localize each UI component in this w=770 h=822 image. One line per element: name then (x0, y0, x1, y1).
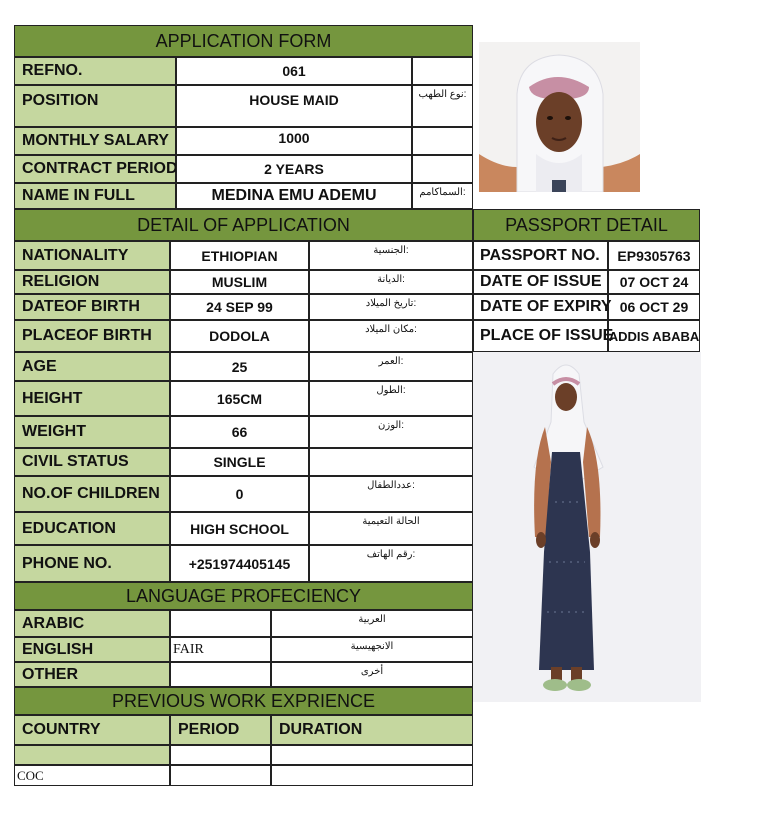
detail-header: DETAIL OF APPLICATION (14, 209, 473, 241)
age-value: 25 (170, 352, 309, 381)
salary-arabic (412, 127, 473, 155)
height-value: 165CM (170, 381, 309, 416)
coc-period (170, 765, 271, 786)
coc-label: COC (14, 765, 170, 786)
other-arabic: أخرى (271, 662, 473, 687)
education-arabic: الحالة التعيمية (309, 512, 473, 545)
children-arabic: :عددالطفال (309, 476, 473, 512)
passport-no-value: EP9305763 (608, 241, 700, 270)
phone-label: PHONE NO. (14, 545, 170, 582)
civil-status-value: SINGLE (170, 448, 309, 476)
portrait-photo (479, 42, 640, 192)
expiry-date-label: DATE OF EXPIRY (473, 294, 608, 320)
work-row-country (14, 745, 170, 765)
arabic-label: ARABIC (14, 610, 170, 637)
work-row-period (170, 745, 271, 765)
nationality-value: ETHIOPIAN (170, 241, 309, 270)
weight-arabic: :الوزن (309, 416, 473, 448)
arabic-arabic: العربية (271, 610, 473, 637)
work-header: PREVIOUS WORK EXPRIENCE (14, 687, 473, 715)
children-label: NO.OF CHILDREN (14, 476, 170, 512)
language-header: LANGUAGE PROFECIENCY (14, 582, 473, 610)
nationality-label: NATIONALITY (14, 241, 170, 270)
form-title: APPLICATION FORM (14, 25, 473, 57)
dob-arabic: :تاريخ الميلاد (309, 294, 473, 320)
children-value: 0 (170, 476, 309, 512)
refno-value: 061 (176, 57, 412, 85)
phone-value: +251974405145 (170, 545, 309, 582)
refno-label: REFNO. (14, 57, 176, 85)
civil-status-arabic (309, 448, 473, 476)
arabic-value (170, 610, 271, 637)
passport-header: PASSPORT DETAIL (473, 209, 700, 241)
age-arabic: :العمر (309, 352, 473, 381)
position-arabic: :نوع الطهب (412, 85, 473, 127)
education-value: HIGH SCHOOL (170, 512, 309, 545)
education-label: EDUCATION (14, 512, 170, 545)
issue-date-value: 07 OCT 24 (608, 270, 700, 294)
height-arabic: :الطول (309, 381, 473, 416)
pob-arabic: :مكان الميلاد (309, 320, 473, 352)
pob-label: PLACEOF BIRTH (14, 320, 170, 352)
coc-duration (271, 765, 473, 786)
english-label: ENGLISH (14, 637, 170, 662)
position-label: POSITION (14, 85, 176, 127)
dob-value: 24 SEP 99 (170, 294, 309, 320)
issue-place-label: PLACE OF ISSUE (473, 320, 608, 352)
period-header: PERIOD (170, 715, 271, 745)
contract-arabic (412, 155, 473, 183)
pob-value: DODOLA (170, 320, 309, 352)
height-label: HEIGHT (14, 381, 170, 416)
expiry-date-value: 06 OCT 29 (608, 294, 700, 320)
weight-value: 66 (170, 416, 309, 448)
other-label: OTHER (14, 662, 170, 687)
contract-label: CONTRACT PERIOD (14, 155, 176, 183)
country-header: COUNTRY (14, 715, 170, 745)
religion-value: MUSLIM (170, 270, 309, 294)
issue-place-value: ADDIS ABABA (608, 320, 700, 352)
salary-value: 1000 (176, 127, 412, 155)
issue-date-label: DATE OF ISSUE (473, 270, 608, 294)
contract-value: 2 YEARS (176, 155, 412, 183)
weight-label: WEIGHT (14, 416, 170, 448)
other-value (170, 662, 271, 687)
duration-header: DURATION (271, 715, 473, 745)
nationality-arabic: :الجنسية (309, 241, 473, 270)
religion-label: RELIGION (14, 270, 170, 294)
name-arabic: :السماكامم (412, 183, 473, 209)
passport-no-label: PASSPORT NO. (473, 241, 608, 270)
refno-arabic (412, 57, 473, 85)
phone-arabic: :رقم الهاتف (309, 545, 473, 582)
dob-label: DATEOF BIRTH (14, 294, 170, 320)
religion-arabic: :الديانة (309, 270, 473, 294)
full-body-photo (473, 352, 701, 702)
civil-status-label: CIVIL STATUS (14, 448, 170, 476)
name-label: NAME IN FULL (14, 183, 176, 209)
name-value: MEDINA EMU ADEMU (176, 183, 412, 209)
age-label: AGE (14, 352, 170, 381)
english-value: FAIR (170, 637, 271, 662)
english-arabic: الانجهيسية (271, 637, 473, 662)
salary-label: MONTHLY SALARY (14, 127, 176, 155)
work-row-duration (271, 745, 473, 765)
position-value: HOUSE MAID (176, 85, 412, 127)
